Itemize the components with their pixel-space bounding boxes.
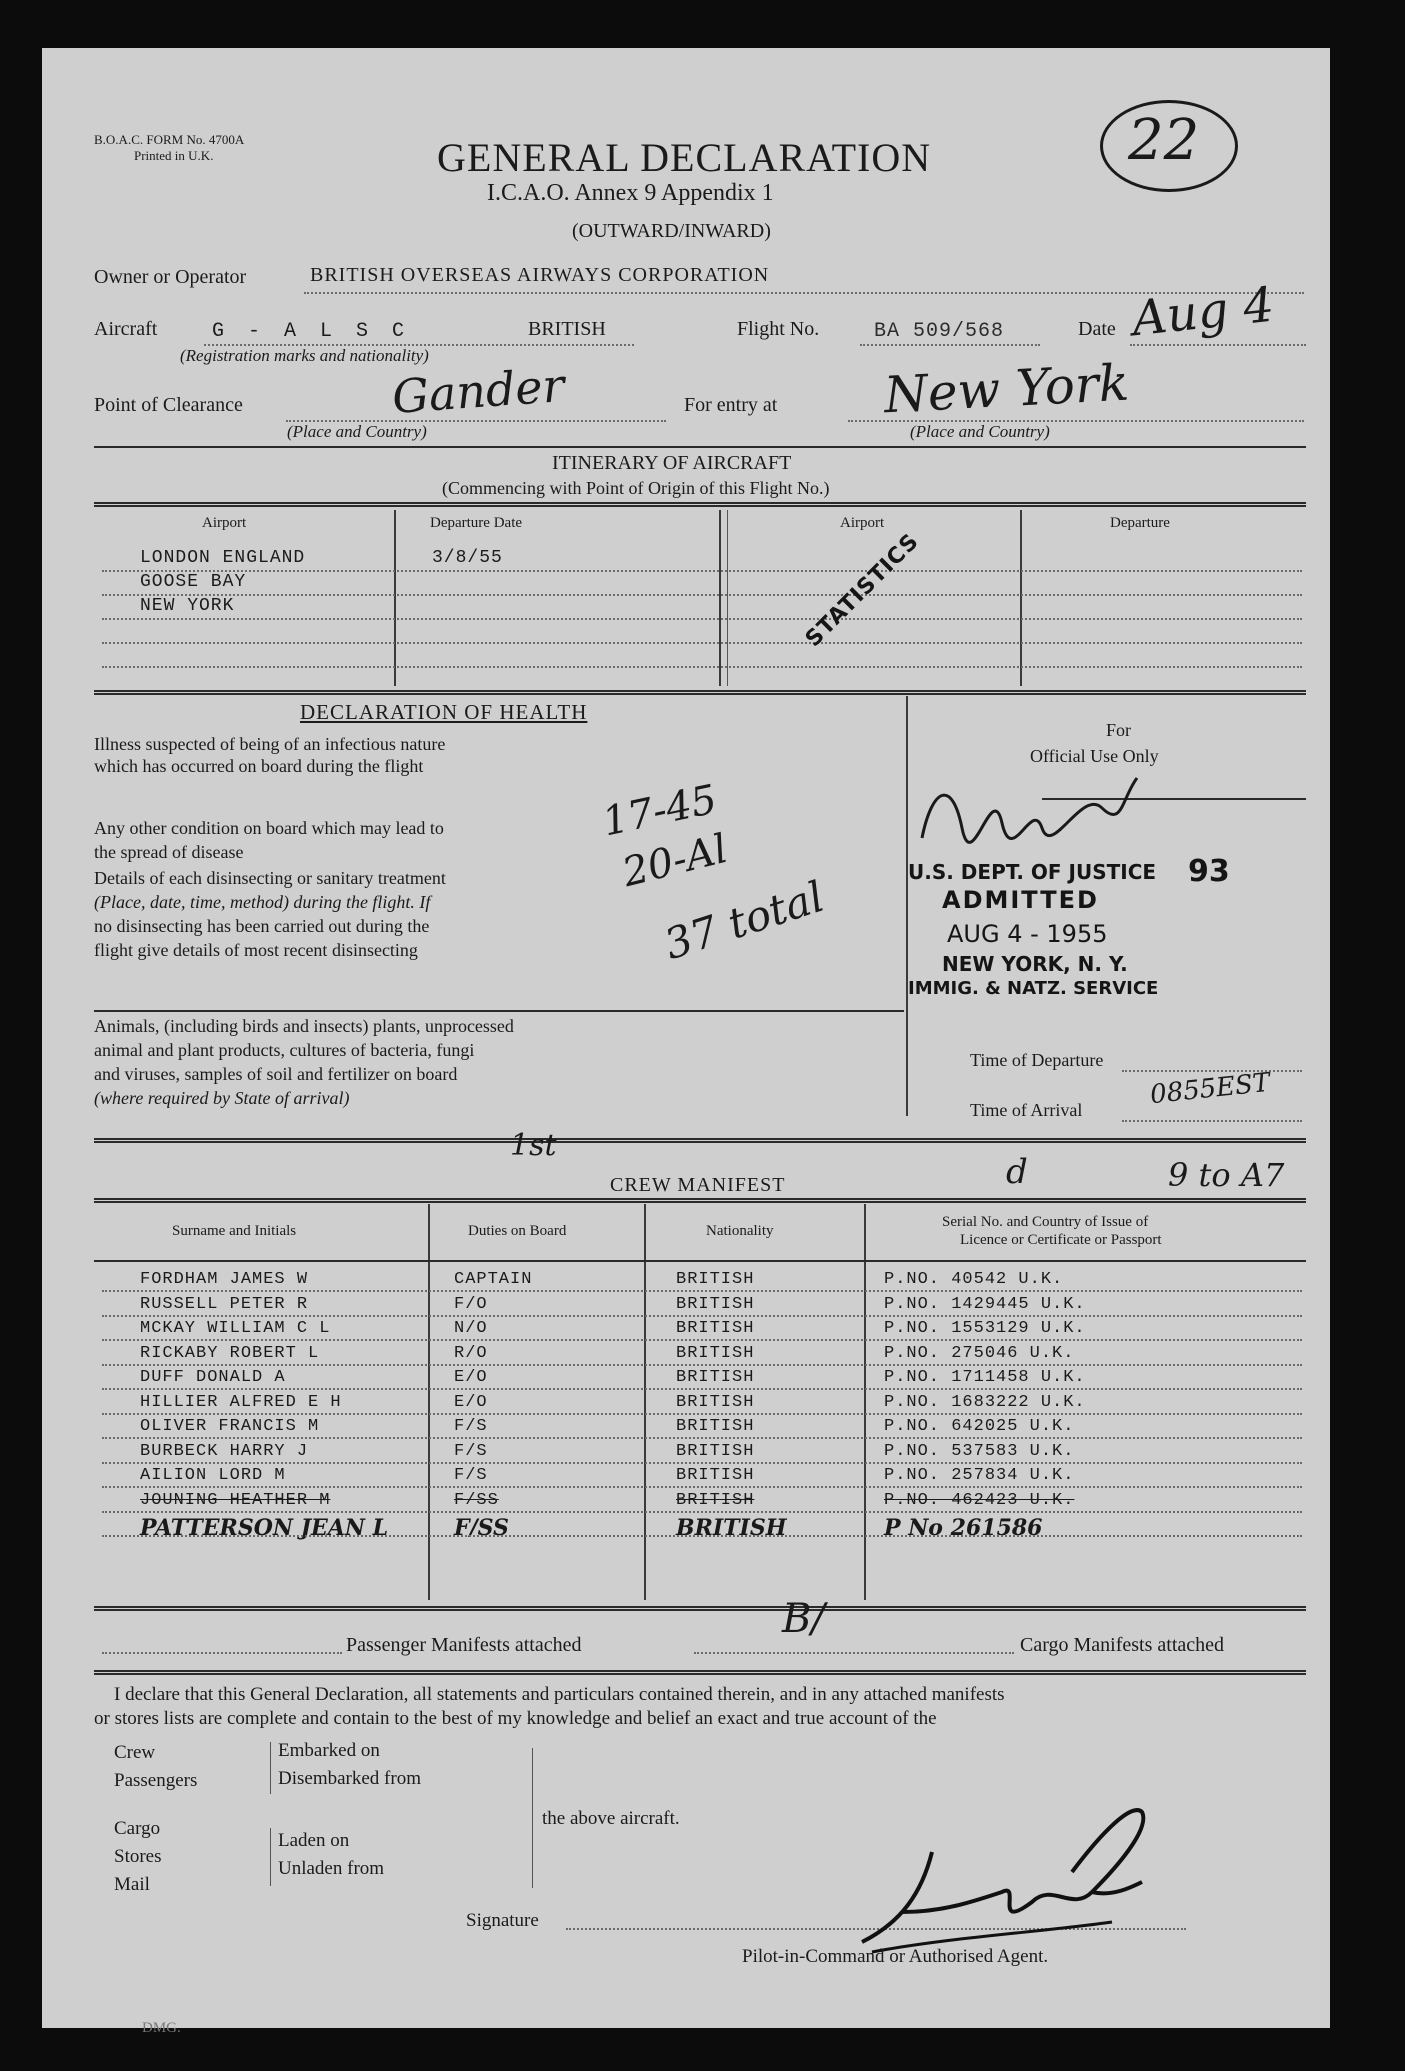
health-official-divider [906, 696, 908, 1116]
statistics-stamp: STATISTICS [800, 528, 925, 653]
cargo-line [694, 1652, 1014, 1654]
itinerary-col-departure2: Departure [1110, 515, 1170, 531]
crew-label: Crew [114, 1742, 156, 1763]
clearance-hint: (Place and Country) [287, 422, 427, 441]
admitted-stamp-line3: AUG 4 - 1955 [947, 920, 1108, 948]
admitted-stamp-line4: NEW YORK, N. Y. [942, 952, 1128, 976]
health-title: DECLARATION OF HEALTH [300, 700, 588, 724]
page-subtitle: I.C.A.O. Annex 9 Appendix 1 [487, 180, 774, 206]
itinerary-divider-2 [719, 510, 721, 686]
itinerary-airport-1: LONDON ENGLAND [140, 548, 306, 568]
crew-row-serial: P.NO. 462423 U.K. [884, 1490, 1075, 1510]
crew-row-duty: E/O [454, 1392, 488, 1412]
crew-col-name: Surname and Initials [172, 1223, 297, 1239]
crew-row-duty: F/O [454, 1294, 488, 1314]
page-number-handwritten: 22 [1128, 108, 1200, 173]
itinerary-divider-1 [394, 510, 396, 686]
crew-row-serial: P.NO. 275046 U.K. [884, 1343, 1075, 1363]
crew-row-line [102, 1339, 1302, 1341]
itinerary-col-airport: Airport [202, 515, 247, 531]
crew-row-line [102, 1437, 1302, 1439]
crew-row-nationality: BRITISH [676, 1441, 755, 1461]
health-p2-line1: Any other condition on board which may lead to [94, 818, 444, 838]
crew-row-nationality: BRITISH [676, 1490, 755, 1510]
departure-label: Time of Departure [970, 1050, 1104, 1070]
crew-row-nationality: BRITISH [676, 1417, 755, 1436]
crew-row-line [102, 1511, 1302, 1513]
arrival-value: 0855EST [1148, 1067, 1272, 1111]
crew-row-nationality: BRITISH [676, 1466, 755, 1485]
crew-divider-3 [864, 1204, 866, 1600]
health-p3-line1: Details of each disinsecting or sanitary treatment [94, 868, 446, 888]
cargo-label: Cargo [114, 1818, 161, 1839]
crew-title: CREW MANIFEST [610, 1174, 786, 1196]
crew-divider-1 [428, 1204, 430, 1600]
crew-row-serial: P.NO. 537583 U.K. [884, 1441, 1075, 1461]
laden-label: Laden on [278, 1830, 350, 1851]
crew-row-name: HILLIER ALFRED E H [140, 1392, 342, 1412]
crew-header-bottom [94, 1260, 1306, 1262]
declaration-line-1: I declare that this General Declaration, all statements and particulars contained therein, and in any attached manifests [114, 1684, 1005, 1705]
crew-row-name: DUFF DONALD A [140, 1368, 286, 1387]
stores-label: Stores [114, 1846, 162, 1867]
officer-signature-scribble [912, 768, 1142, 858]
itinerary-line-2 [102, 594, 1302, 596]
health-handwritten-1: 17-45 [598, 776, 721, 846]
crew-row-line [102, 1388, 1302, 1390]
brace-1 [270, 1742, 271, 1794]
disembarked-label: Disembarked from [278, 1768, 421, 1789]
crew-col-nationality: Nationality [706, 1223, 774, 1239]
form-number: B.O.A.C. FORM No. 4700A [94, 132, 245, 147]
passenger-initials: B/ [782, 1596, 825, 1642]
crew-row-serial: P.NO. 642025 U.K. [884, 1417, 1075, 1436]
entry-hint: (Place and Country) [910, 422, 1050, 441]
itinerary-col-departure: Departure Date [430, 515, 523, 531]
crew-row-nationality: BRITISH [676, 1343, 755, 1363]
crew-row-line [102, 1535, 1302, 1537]
itinerary-airport-2: GOOSE BAY [140, 572, 247, 592]
pilot-label: Pilot-in-Command or Authorised Agent. [742, 1946, 1049, 1967]
unladen-label: Unladen from [278, 1858, 385, 1879]
health-handwritten-3: 37 total [658, 871, 830, 970]
itinerary-line-5 [102, 666, 1302, 668]
crew-row-nationality: BRITISH [676, 1319, 755, 1338]
crew-row-nationality: BRITISH [676, 1392, 755, 1412]
crew-note-right: 9 to A7 [1168, 1156, 1285, 1194]
passenger-manifest-label: Passenger Manifests attached [346, 1634, 582, 1656]
page-title: GENERAL DECLARATION [437, 135, 932, 180]
crew-row-line [102, 1315, 1302, 1317]
itinerary-title: ITINERARY OF AIRCRAFT [552, 452, 792, 474]
health-mid-rule [94, 1010, 904, 1012]
health-p4-line3: and viruses, samples of soil and fertilizer on board [94, 1064, 458, 1084]
declaration-sheet [42, 48, 1330, 2036]
date-value: Aug 4 [1129, 276, 1277, 348]
itinerary-subtitle: (Commencing with Point of Origin of this Flight No.) [442, 478, 830, 498]
crew-row-duty: F/SS [454, 1515, 509, 1541]
crew-note-left: 1st [510, 1128, 557, 1163]
entry-label: For entry at [684, 394, 778, 416]
crew-row-serial: P.NO. 1683222 U.K. [884, 1392, 1086, 1412]
passengers-label: Passengers [114, 1770, 198, 1791]
arrival-line [1122, 1120, 1302, 1122]
aircraft-hint: (Registration marks and nationality) [180, 346, 429, 365]
crew-row-serial: P.NO. 1553129 U.K. [884, 1319, 1086, 1338]
brace-3 [532, 1748, 533, 1888]
flight-value: BA 509/568 [874, 320, 1005, 343]
crew-row-serial: P.NO. 1711458 U.K. [884, 1368, 1086, 1387]
owner-label: Owner or Operator [94, 266, 247, 288]
crew-row-nationality: BRITISH [676, 1294, 755, 1314]
crew-row-name: MCKAY WILLIAM C L [140, 1319, 331, 1338]
health-p4-line2: animal and plant products, cultures of bacteria, fungi [94, 1040, 475, 1060]
pilot-signature [842, 1772, 1182, 1962]
mail-label: Mail [114, 1874, 150, 1895]
aircraft-registration: G - A L S C [212, 320, 411, 343]
crew-row-serial: P.NO. 257834 U.K. [884, 1466, 1075, 1485]
crew-row-name: JOUNING HEATHER M [140, 1490, 331, 1510]
crew-row-name: BURBECK HARRY J [140, 1441, 309, 1461]
crew-row-duty: F/S [454, 1441, 488, 1461]
crew-row-name: RICKABY ROBERT L [140, 1343, 320, 1363]
crew-row-nationality: BRITISH [676, 1368, 755, 1387]
crew-row-duty: N/O [454, 1319, 488, 1338]
crew-row-nationality: BRITISH [676, 1270, 755, 1289]
crew-col-serial-1: Serial No. and Country of Issue of [942, 1214, 1149, 1230]
health-p2-line2: the spread of disease [94, 842, 244, 862]
entry-value: New York [882, 353, 1131, 425]
health-p1-line1: Illness suspected of being of an infectious nature [94, 734, 446, 754]
health-p3-line4: flight give details of most recent disinsecting [94, 940, 418, 960]
itinerary-line-4 [102, 642, 1302, 644]
date-label: Date [1078, 318, 1116, 340]
signature-label: Signature [466, 1910, 539, 1931]
crew-row-duty: F/SS [454, 1490, 499, 1510]
crew-row-duty: CAPTAIN [454, 1270, 533, 1289]
clearance-label: Point of Clearance [94, 394, 243, 416]
crew-row-line [102, 1364, 1302, 1366]
itinerary-date-1: 3/8/55 [432, 548, 503, 568]
date-line [1130, 344, 1306, 346]
crew-row-nationality: BRITISH [676, 1515, 787, 1541]
direction-label: (OUTWARD/INWARD) [572, 220, 771, 242]
crew-row-duty: F/S [454, 1466, 488, 1485]
itinerary-divider-3 [727, 510, 728, 686]
pilot-signature-icon [842, 1772, 1182, 1962]
health-p3-line2: (Place, date, time, method) during the flight. If [94, 892, 431, 912]
crew-row-name: FORDHAM JAMES W [140, 1270, 309, 1289]
health-p3-line3: no disinsecting has been carried out during the [94, 916, 430, 936]
admitted-stamp-line1: U.S. DEPT. OF JUSTICE [908, 860, 1157, 884]
owner-value: BRITISH OVERSEAS AIRWAYS CORPORATION [310, 264, 770, 286]
crew-row-duty: R/O [454, 1343, 488, 1363]
arrival-label: Time of Arrival [970, 1100, 1083, 1120]
crew-row-name: OLIVER FRANCIS M [140, 1417, 320, 1436]
above-aircraft-label: the above aircraft. [542, 1808, 680, 1829]
flight-label: Flight No. [737, 318, 820, 340]
admitted-stamp-line5: IMMIG. & NATZ. SERVICE [908, 978, 1159, 999]
admitted-stamp-line2: ADMITTED [942, 886, 1099, 914]
health-top-rule [94, 690, 1306, 695]
crew-top-rule [94, 1138, 1306, 1143]
crew-row-line [102, 1486, 1302, 1488]
aircraft-label: Aircraft [94, 318, 158, 340]
itinerary-divider-4 [1020, 510, 1022, 686]
crew-row-line [102, 1413, 1302, 1415]
crew-header-rule [94, 1198, 1306, 1203]
declaration-line-2: or stores lists are complete and contain to the best of my knowledge and belief an exact and true account of the [94, 1708, 937, 1729]
crew-row-line [102, 1462, 1302, 1464]
itinerary-top-rule [94, 446, 1306, 448]
cargo-manifest-label: Cargo Manifests attached [1020, 1634, 1225, 1656]
itinerary-line-1 [102, 570, 1302, 572]
bottom-mark: DMG. [142, 2020, 181, 2036]
officer-signature-icon [912, 768, 1142, 858]
itinerary-col-airport2: Airport [840, 515, 885, 531]
crew-col-duties: Duties on Board [468, 1223, 567, 1239]
clearance-value: Gander [390, 358, 567, 424]
crew-row-serial: P.NO. 40542 U.K. [884, 1270, 1064, 1289]
manifest-top-rule [94, 1606, 1306, 1611]
declaration-top-rule [94, 1670, 1306, 1675]
official-for: For [1106, 720, 1132, 740]
flight-line [860, 344, 1040, 346]
crew-row-serial: P No 261586 [884, 1515, 1043, 1541]
passenger-line [102, 1652, 342, 1654]
itinerary-line-3 [102, 618, 1302, 620]
crew-row-name: RUSSELL PETER R [140, 1294, 309, 1314]
itinerary-airport-3: NEW YORK [140, 596, 235, 616]
health-p4-line4: (where required by State of arrival) [94, 1088, 350, 1108]
crew-row-name: AILION LORD M [140, 1466, 286, 1485]
crew-col-serial-2: Licence or Certificate or Passport [960, 1232, 1162, 1248]
crew-row-duty: E/O [454, 1368, 488, 1387]
health-p4-line1: Animals, (including birds and insects) plants, unprocessed [94, 1016, 514, 1036]
health-p1-line2: which has occurred on board during the flight [94, 756, 424, 776]
crew-row-duty: F/S [454, 1417, 488, 1436]
health-handwritten-2: 20-Al [618, 825, 733, 897]
crew-row-name: PATTERSON JEAN L [140, 1515, 389, 1541]
printed-note: Printed in U.K. [134, 148, 214, 163]
aircraft-nationality: BRITISH [528, 318, 606, 340]
official-number: 93 [1188, 854, 1230, 889]
crew-divider-2 [644, 1204, 646, 1600]
official-use: Official Use Only [1030, 746, 1159, 766]
crew-row-line [102, 1290, 1302, 1292]
departure-line [1122, 1070, 1302, 1072]
crew-row-serial: P.NO. 1429445 U.K. [884, 1294, 1086, 1314]
crew-note-mid: d [1006, 1152, 1028, 1192]
brace-2 [270, 1828, 271, 1886]
embarked-label: Embarked on [278, 1740, 380, 1761]
itinerary-header-rule [94, 502, 1306, 507]
